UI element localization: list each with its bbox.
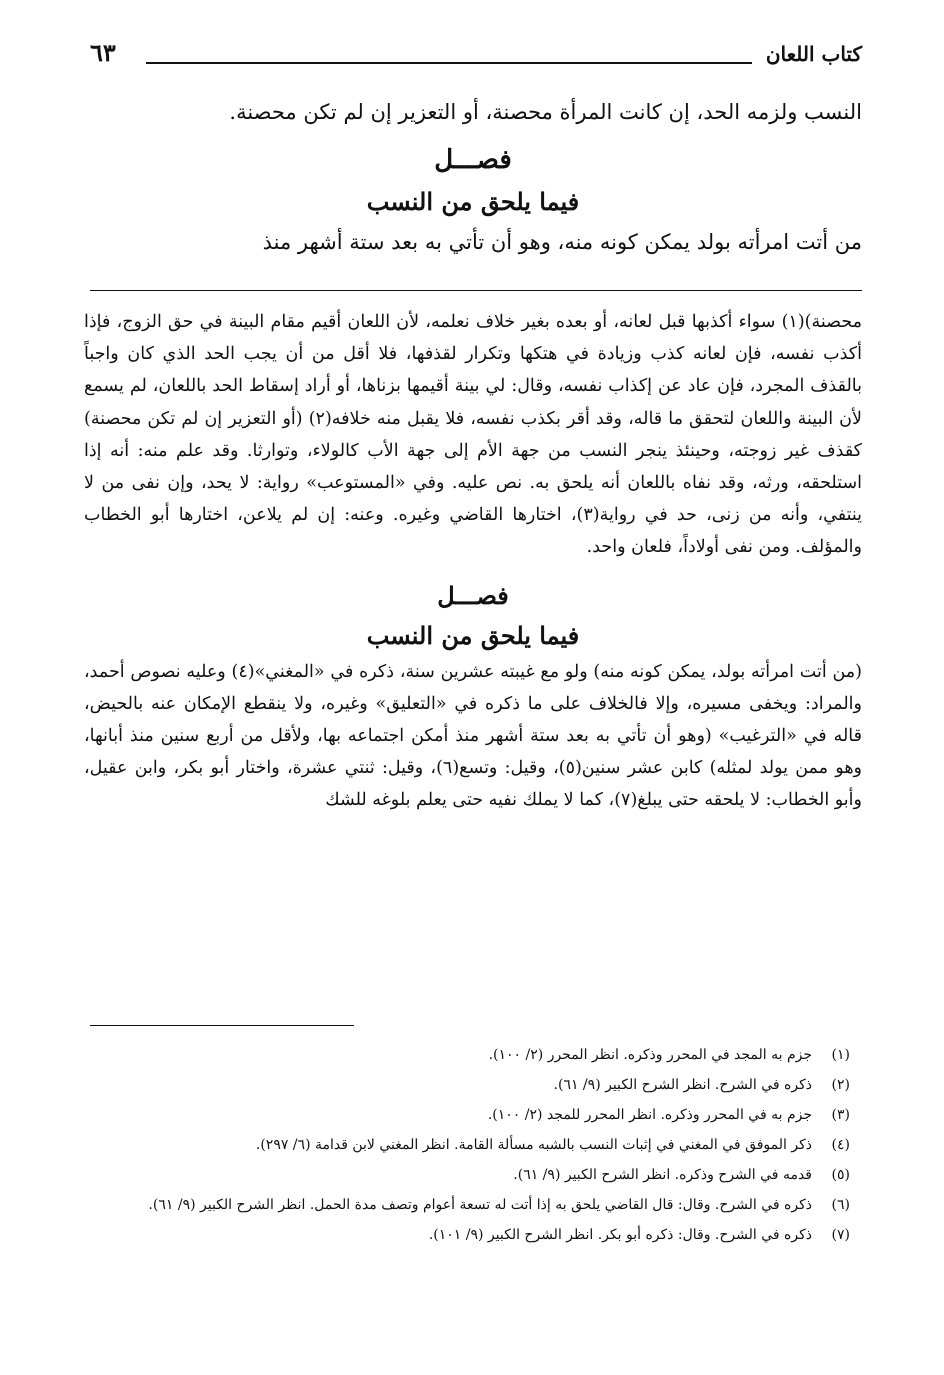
page-header <box>90 38 862 68</box>
matn-text <box>84 92 862 262</box>
footnote <box>84 1130 850 1160</box>
section-subheading: فيما يلحق من النسب <box>366 187 580 216</box>
matn-divider <box>90 290 862 291</box>
commentary-section-heading: فصـــل <box>437 580 509 610</box>
footnote <box>84 1220 850 1250</box>
commentary-section-subheading: فيما يلحق من النسب <box>366 620 580 650</box>
footnote-number: (٤) <box>831 1137 850 1153</box>
header-rule <box>146 62 752 64</box>
footnotes <box>84 1040 850 1250</box>
matn-line-2: من أتت امرأته بولد يمكن كونه منه، وهو أن تأتي به بعد ستة أشهر منذ <box>262 230 862 254</box>
commentary-text <box>84 306 862 817</box>
footnote-text: قدمه في الشرح وذكره. انظر الشرح الكبير (٩/ ٦١). <box>513 1167 812 1183</box>
page-number: ٦٣ <box>90 38 116 67</box>
footnote-text: ذكره في الشرح. وقال: ذكره أبو بكر. انظر الشرح الكبير (٩/ ١٠١). <box>428 1227 812 1243</box>
footnote <box>84 1040 850 1070</box>
footnote-number: (١) <box>831 1047 850 1063</box>
book-title: كتاب اللعان <box>765 42 862 66</box>
commentary-paragraph-2: (من أتت امرأته بولد، يمكن كونه منه) ولو مع غيبته عشرين سنة، ذكره في «المغني»(٤) وعليه نصوص أحمد، والمراد: ويخفى مسيره، وإلا فالخلاف على ما ذكره في «التعليق» وغيره، ولا ينقطع الإمكان عنه بالحيض، قاله في «الترغيب» (وهو أن تأتي به بعد ستة أشهر منذ أمكن اجتماعه بها، ولأقل من أربع سنين منذ أبانها، وهو ممن يولد لمثله) كابن عشر سنين(٥)، وقيل: وتسع(٦)، وقيل: ثنتي عشرة، واختار أبو بكر، وابن عقيل، وأبو الخطاب: لا يلحقه حتى يبلغ(٧)، كما لا يملك نفيه حتى يعلم بلوغه للشك <box>84 661 863 811</box>
footnote <box>84 1190 850 1220</box>
matn-line-1: النسب ولزمه الحد، إن كانت المرأة محصنة، أو التعزير إن لم تكن محصنة. <box>229 100 862 124</box>
footnote <box>84 1070 850 1100</box>
footnote-number: (٢) <box>831 1077 850 1093</box>
footnote-text: جزم به في المحرر وذكره. انظر المحرر للمجد (٢/ ١٠٠). <box>487 1107 812 1123</box>
footnote <box>84 1160 850 1190</box>
footnote-divider <box>90 1025 354 1026</box>
footnote-number: (٦) <box>831 1197 850 1213</box>
footnote <box>84 1100 850 1130</box>
section-heading: فصـــل <box>434 145 512 175</box>
footnote-number: (٥) <box>831 1167 850 1183</box>
commentary-paragraph-1: محصنة)(١) سواء أكذبها قبل لعانه، أو بعده بغير خلاف نعلمه، لأن اللعان أقيم مقام البينة في حق الزوج، فإذا أكذب نفسه، فإن لعانه كذب وزيادة في هتكها وتكرار لقذفها، فلا أقل من أن يجب الحد الذي كان واجباً بالقذف المجرد، فإن عاد عن إكذاب نفسه، وقال: لي بينة أقيمها بزناها، أو أراد إسقاط الحد باللعان، لم يسمع لأن البينة واللعان لتحقق ما قاله، وقد أقر بكذب نفسه، فلا يقبل منه خلافه(٢) (أو التعزير إن لم تكن محصنة) كقذف غير زوجته، وحينئذ ينجر النسب من جهة الأم إلى جهة الأب كالولاء، وتوارثا. وقد علم منه: أنه إذا استلحقه، ورثه، وقد نفاه باللعان أنه يلحق به. نص عليه. وفي «المستوعب» رواية: لا يحد، وإن نفى من لا ينتفي، وأنه من زنى، حد في رواية(٣)، اختارها القاضي وغيره. وعنه: إن لم يلاعن، اختارها أبو الخطاب والمؤلف. ومن نفى أولاداً، فلعان واحد. <box>84 312 863 558</box>
footnote-number: (٣) <box>831 1107 850 1123</box>
footnote-text: ذكر الموفق في المغني في إثبات النسب بالشبه مسألة القامة. انظر المغني لابن قدامة (٦/ ٢٩٧). <box>255 1137 812 1153</box>
footnote-text: ذكره في الشرح. انظر الشرح الكبير (٩/ ٦١). <box>553 1077 812 1093</box>
footnote-text: جزم به المجد في المحرر وذكره. انظر المحرر (٢/ ١٠٠). <box>488 1047 812 1063</box>
footnote-number: (٧) <box>831 1227 850 1243</box>
footnote-text: ذكره في الشرح. وقال: قال القاضي يلحق به إذا أتت له تسعة أعوام وتصف مدة الحمل. انظر الشرح الكبير (٩/ ٦١). <box>148 1197 812 1213</box>
